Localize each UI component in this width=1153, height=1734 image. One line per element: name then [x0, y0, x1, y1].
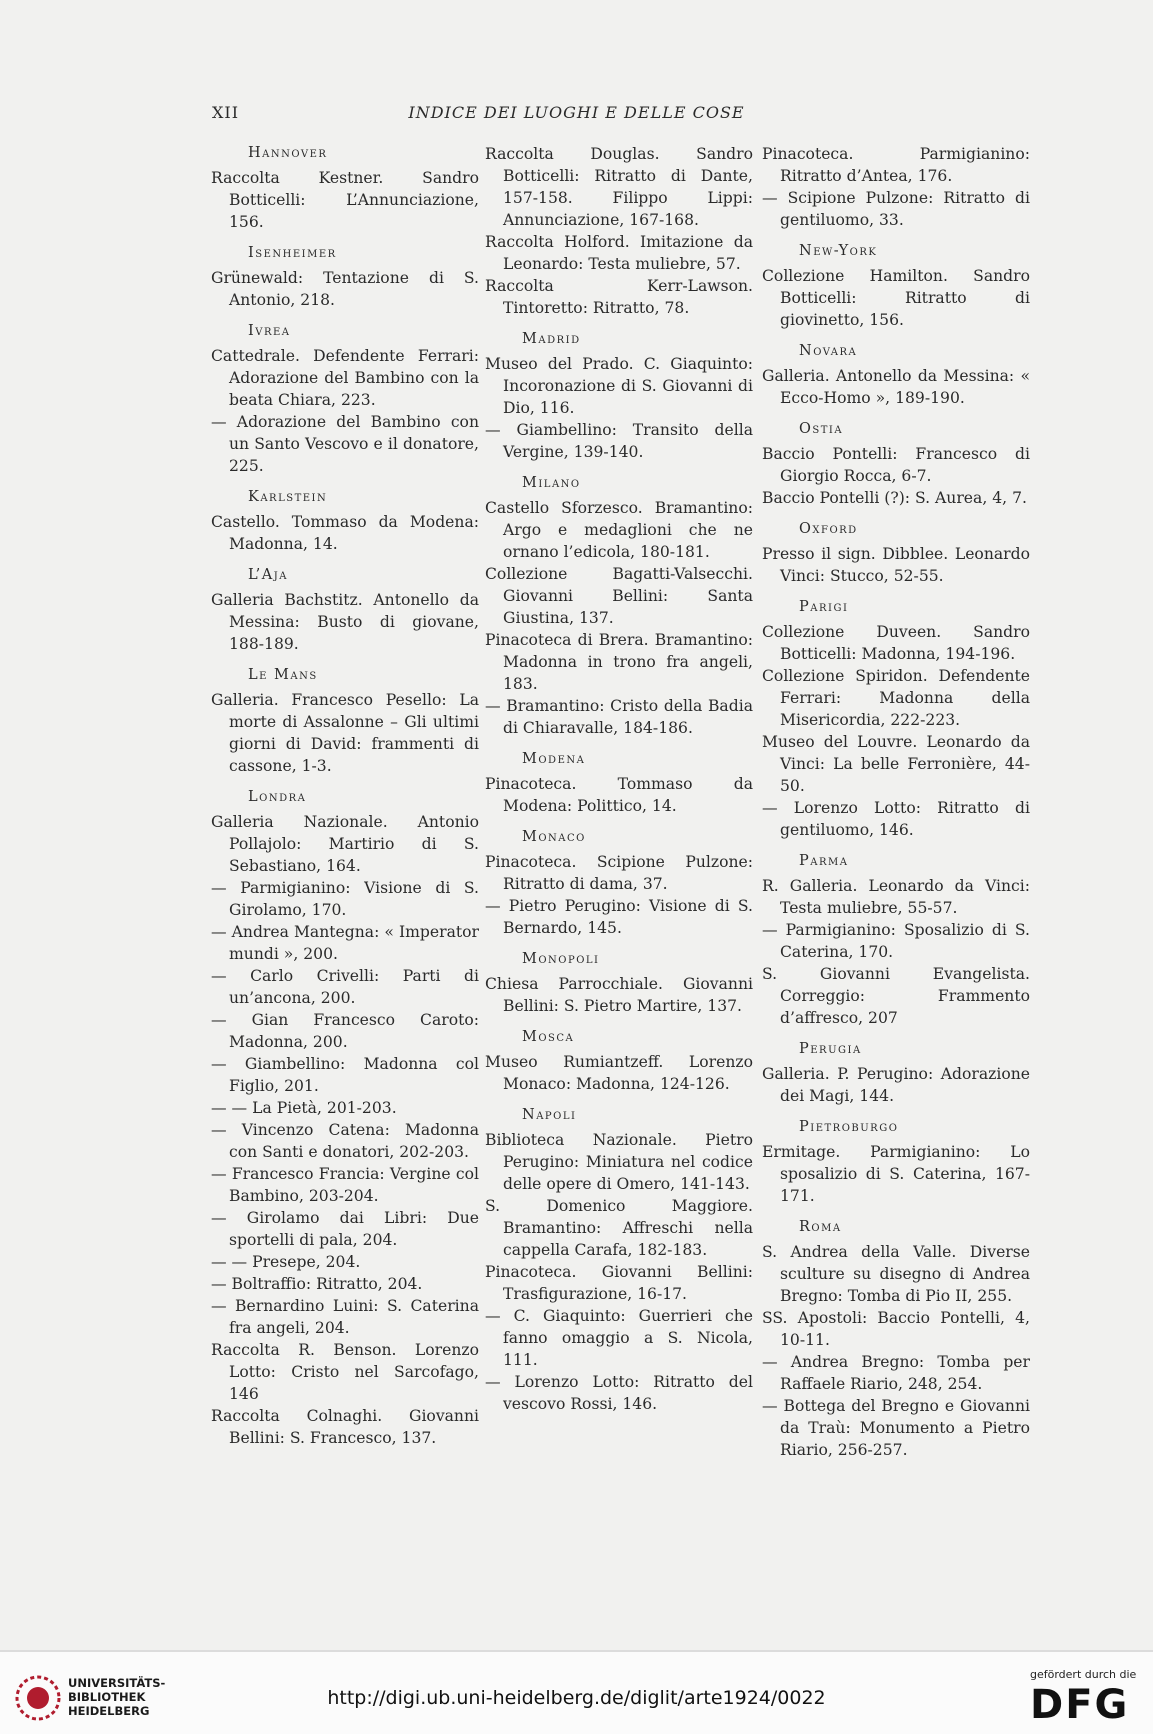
index-entry: Raccolta Holford. Imitazione da Leonardo: Testa muliebre, 57.	[485, 233, 753, 273]
place-heading: Mosca	[522, 1029, 575, 1045]
viewer-footer	[0, 1650, 1153, 1734]
place-heading: Novara	[799, 343, 858, 359]
index-entry: — C. Giaquinto: Guerrieri che fanno omaggio a S. Nicola, 111.	[485, 1307, 753, 1369]
index-entry: — Bernardino Luini: S. Caterina fra angeli, 204.	[211, 1297, 479, 1337]
page-title: INDICE DEI LUOGHI E DELLE COSE	[408, 103, 745, 122]
index-column-3	[762, 143, 1030, 1461]
index-entry: Collezione Spiridon. Defendente Ferrari: Madonna della Misericordia, 222-223.	[762, 667, 1030, 729]
index-entry: Galleria. P. Perugino: Adorazione dei Magi, 144.	[762, 1065, 1030, 1105]
index-entry: Raccolta R. Benson. Lorenzo Lotto: Cristo nel Sarcofago, 146	[211, 1341, 479, 1403]
index-entry: Collezione Bagatti-Valsecchi. Giovanni Bellini: Santa Giustina, 137.	[485, 565, 753, 627]
index-entry: — Carlo Crivelli: Parti di un’ancona, 200.	[211, 967, 479, 1007]
index-entry: — Giambellino: Transito della Vergine, 139-140.	[485, 421, 753, 461]
place-heading: Isenheimer	[248, 245, 337, 261]
index-entry: — Boltraffio: Ritratto, 204.	[211, 1275, 423, 1293]
funding-caption: gefördert durch die	[1030, 1668, 1137, 1681]
index-entry: S. Giovanni Evangelista. Correggio: Frammento d’affresco, 207	[762, 965, 1030, 1027]
index-entry: — Parmigianino: Visione di S. Girolamo, 170.	[211, 879, 479, 919]
index-entry: R. Galleria. Leonardo da Vinci: Testa muliebre, 55-57.	[762, 877, 1030, 917]
index-entry: — Andrea Bregno: Tomba per Raffaele Riario, 248, 254.	[762, 1353, 1030, 1393]
index-entry: Pinacoteca. Scipione Pulzone: Ritratto di dama, 37.	[485, 853, 753, 893]
index-entry: Pinacoteca. Parmigianino: Ritratto d’Antea, 176.	[762, 145, 1030, 185]
index-entry: Presso il sign. Dibblee. Leonardo Vinci: Stucco, 52-55.	[762, 545, 1030, 585]
place-heading: Le Mans	[248, 667, 318, 683]
index-entry: — Vincenzo Catena: Madonna con Santi e donatori, 202-203.	[211, 1121, 479, 1161]
index-column-1	[211, 143, 479, 1449]
place-heading: Oxford	[799, 521, 858, 537]
index-entry: — Bottega del Bregno e Giovanni da Traù: Monumento a Pietro Riario, 256-257.	[762, 1397, 1030, 1459]
library-name[interactable]: UNIVERSITÄTS- BIBLIOTHEK HEIDELBERG	[68, 1676, 166, 1718]
index-entry: Pinacoteca. Giovanni Bellini: Trasfigurazione, 16-17.	[485, 1263, 753, 1303]
index-entry: — — La Pietà, 201-203.	[211, 1099, 397, 1117]
index-entry: Baccio Pontelli: Francesco di Giorgio Rocca, 6-7.	[762, 445, 1030, 485]
place-heading: Monopoli	[522, 951, 600, 967]
index-entry: Grünewald: Tentazione di S. Antonio, 218.	[211, 269, 479, 309]
index-entry: Cattedrale. Defendente Ferrari: Adorazione del Bambino con la beata Chiara, 223.	[211, 347, 479, 409]
index-entry: Castello. Tommaso da Modena: Madonna, 14.	[211, 513, 479, 553]
index-entry: S. Domenico Maggiore. Bramantino: Affreschi nella cappella Carafa, 182-183.	[485, 1197, 753, 1259]
index-entry: Raccolta Colnaghi. Giovanni Bellini: S. Francesco, 137.	[211, 1407, 479, 1447]
place-heading: Ostia	[799, 421, 844, 437]
index-entry: Galleria Nazionale. Antonio Pollajolo: Martirio di S. Sebastiano, 164.	[211, 813, 479, 875]
index-entry: Pinacoteca di Brera. Bramantino: Madonna in trono fra angeli, 183.	[485, 631, 753, 693]
place-heading: New-York	[799, 243, 878, 259]
footer-divider	[0, 1650, 1153, 1652]
index-entry: — Parmigianino: Sposalizio di S. Caterina, 170.	[762, 921, 1030, 961]
index-entry: Baccio Pontelli (?): S. Aurea, 4, 7.	[762, 489, 1027, 507]
index-entry: — Lorenzo Lotto: Ritratto di gentiluomo, 146.	[762, 799, 1030, 839]
index-entry: Pinacoteca. Tommaso da Modena: Polittico, 14.	[485, 775, 753, 815]
index-entry: Ermitage. Parmigianino: Lo sposalizio di S. Caterina, 167-171.	[762, 1143, 1030, 1205]
place-heading: Monaco	[522, 829, 586, 845]
index-entry: — Scipione Pulzone: Ritratto di gentiluomo, 33.	[762, 189, 1030, 229]
index-entry: — Girolamo dai Libri: Due sportelli di pala, 204.	[211, 1209, 479, 1249]
index-entry: — Adorazione del Bambino con un Santo Vescovo e il donatore, 225.	[211, 413, 479, 475]
place-heading: Perugia	[799, 1041, 862, 1057]
index-entry: — Bramantino: Cristo della Badia di Chiaravalle, 184-186.	[485, 697, 753, 737]
place-heading: Karlstein	[248, 489, 328, 505]
dfg-logo[interactable]: DFG	[1030, 1682, 1130, 1728]
index-column-2	[485, 143, 753, 1415]
index-entry: Museo del Prado. C. Giaquinto: Incoronazione di S. Giovanni di Dio, 116.	[485, 355, 753, 417]
place-heading: Roma	[799, 1219, 842, 1235]
place-heading: Madrid	[522, 331, 581, 347]
index-entry: Biblioteca Nazionale. Pietro Perugino: Miniatura nel codice delle opere di Omero, 141-143.	[485, 1131, 753, 1193]
place-heading: L’Aja	[248, 567, 288, 583]
index-entry: Collezione Hamilton. Sandro Botticelli: Ritratto di giovinetto, 156.	[762, 267, 1030, 329]
index-entry: Collezione Duveen. Sandro Botticelli: Madonna, 194-196.	[762, 623, 1030, 663]
place-heading: Milano	[522, 475, 581, 491]
index-entry: Castello Sforzesco. Bramantino: Argo e medaglioni che ne ornano l’edicola, 180-181.	[485, 499, 753, 561]
index-entry: Galleria. Antonello da Messina: « Ecco-Homo », 189-190.	[762, 367, 1030, 407]
index-entry: — Francesco Francia: Vergine col Bambino, 203-204.	[211, 1165, 479, 1205]
place-heading: Parigi	[799, 599, 849, 615]
index-entry: Raccolta Kestner. Sandro Botticelli: L’Annunciazione, 156.	[211, 169, 479, 231]
place-heading: Parma	[799, 853, 849, 869]
index-entry: — Giambellino: Madonna col Figlio, 201.	[211, 1055, 479, 1095]
page-number: XII	[212, 103, 240, 122]
place-heading: Hannover	[248, 145, 328, 161]
place-heading: Napoli	[522, 1107, 577, 1123]
running-head	[0, 103, 1153, 129]
index-entry: — Pietro Perugino: Visione di S. Bernardo, 145.	[485, 897, 753, 937]
index-entry: — — Presepe, 204.	[211, 1253, 361, 1271]
index-entry: Galleria. Francesco Pesello: La morte di Assalonne – Gli ultimi giorni di David: frammenti di cassone, 1-3.	[211, 691, 479, 775]
permalink-url[interactable]: http://digi.ub.uni-heidelberg.de/diglit/arte1924/0022	[327, 1687, 826, 1709]
index-entry: S. Andrea della Valle. Diverse sculture su disegno di Andrea Bregno: Tomba di Pio II, 255.	[762, 1243, 1030, 1305]
place-heading: Londra	[248, 789, 307, 805]
index-entry: — Gian Francesco Caroto: Madonna, 200.	[211, 1011, 479, 1051]
index-entry: Raccolta Kerr-Lawson. Tintoretto: Ritratto, 78.	[485, 277, 753, 317]
place-heading: Modena	[522, 751, 586, 767]
index-entry: SS. Apostoli: Baccio Pontelli, 4, 10-11.	[762, 1309, 1030, 1349]
index-entry: Chiesa Parrocchiale. Giovanni Bellini: S. Pietro Martire, 137.	[485, 975, 753, 1015]
index-entry: Raccolta Douglas. Sandro Botticelli: Ritratto di Dante, 157-158. Filippo Lippi: Annunciazione, 167-168.	[485, 145, 753, 229]
index-entry: — Lorenzo Lotto: Ritratto del vescovo Rossi, 146.	[485, 1373, 753, 1413]
index-entry: Museo del Louvre. Leonardo da Vinci: La belle Ferronière, 44-50.	[762, 733, 1030, 795]
index-entry: — Andrea Mantegna: « Imperator mundi », 200.	[211, 923, 479, 963]
index-entry: Galleria Bachstitz. Antonello da Messina: Busto di giovane, 188-189.	[211, 591, 479, 653]
index-entry: Museo Rumiantzeff. Lorenzo Monaco: Madonna, 124-126.	[485, 1053, 753, 1093]
place-heading: Ivrea	[248, 323, 291, 339]
place-heading: Pietroburgo	[799, 1119, 899, 1135]
